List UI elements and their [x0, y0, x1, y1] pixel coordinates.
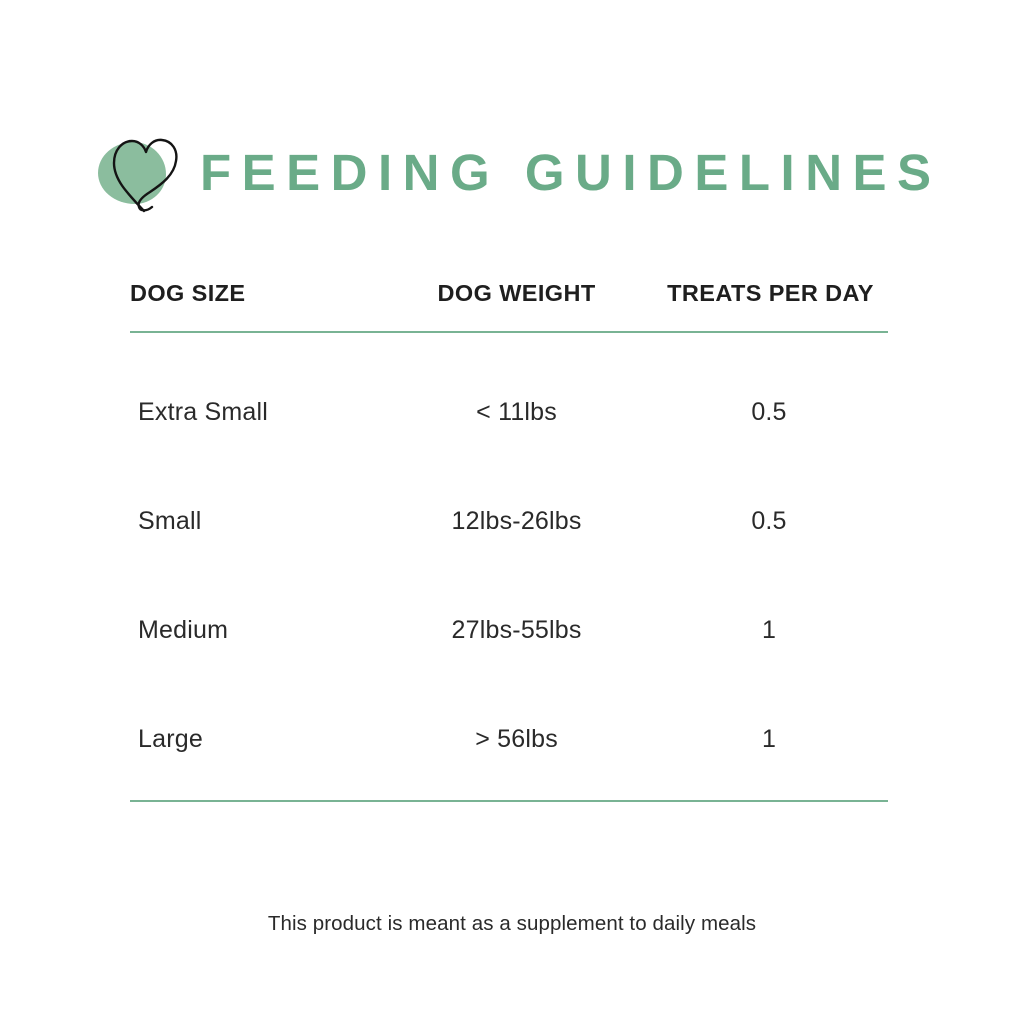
table-row	[130, 576, 888, 685]
column-header-dog-size: DOG SIZE	[130, 280, 246, 306]
table-row	[130, 685, 888, 794]
page-title: FEEDING GUIDELINES	[200, 143, 942, 201]
table-row	[130, 332, 888, 467]
table-body	[130, 332, 888, 794]
cell-treats: 1	[761, 616, 777, 644]
column-header-dog-weight: DOG WEIGHT	[437, 280, 596, 306]
cell-dog-size: Medium	[138, 616, 229, 644]
cell-dog-weight: 12lbs-26lbs	[451, 507, 582, 535]
heart-icon	[96, 126, 182, 218]
table-row	[130, 467, 888, 576]
card-header	[96, 122, 946, 222]
cell-dog-weight: < 11lbs	[476, 398, 557, 426]
feeding-table	[130, 280, 888, 794]
cell-dog-weight: > 56lbs	[475, 725, 558, 753]
cell-dog-size: Large	[138, 725, 203, 753]
cell-treats: 0.5	[751, 507, 787, 535]
cell-dog-weight: 27lbs-55lbs	[451, 616, 582, 644]
cell-treats: 1	[761, 725, 777, 753]
cell-treats: 0.5	[751, 398, 787, 426]
cell-dog-size: Small	[138, 507, 202, 535]
heart-outline-icon	[106, 132, 182, 216]
footnote-text: This product is meant as a supplement to daily meals	[267, 912, 757, 935]
cell-dog-size: Extra Small	[138, 398, 269, 426]
table-header-row	[130, 280, 888, 332]
feeding-table-wrapper	[130, 280, 888, 802]
column-header-treats-per-day: TREATS PER DAY	[667, 280, 874, 306]
table-header	[130, 280, 888, 332]
table-bottom-divider	[130, 800, 888, 802]
